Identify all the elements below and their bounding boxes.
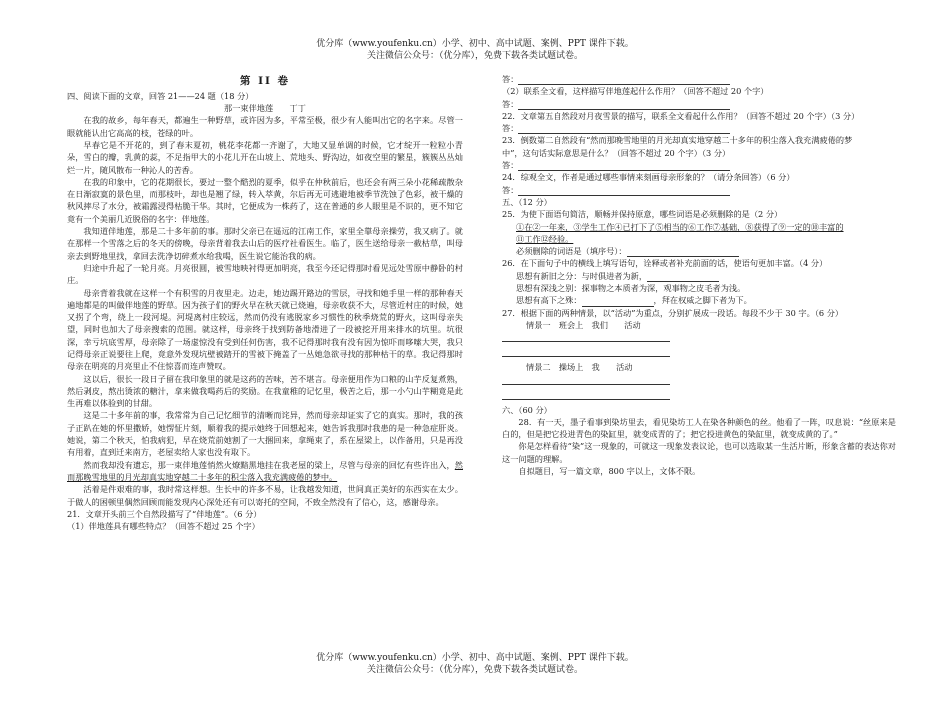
question-28-prompt: 你是怎样看待“染”这一现象的，可就这一现象发表议论，也可以选取某一生活片断，形象含蓄的表达你对这一问题的理解。 <box>502 441 896 464</box>
question-26: 26．在下面句子中的横线上填写语句，诠释或者补充前面的话，使语句更加丰富。（4 分） <box>502 258 828 269</box>
paragraph-text: 然而我却没有遗忘，那一束伴地莲悄然火燎黯黑地挂在我老屋的梁上，尽管与母亲的回忆有些许出入，然而那晚雪地里的月光却真实地穿越二十多年的积尘落入我充满疲倦的梦中。 <box>67 459 463 482</box>
answer-label: 答： <box>502 98 519 109</box>
article-paragraph: 早春它是不开花的，到了春末夏初，桃花李花都一齐谢了，大地又显单调的时候，它才绽开一粒粒小青朵，雪白的瓣，乳黄的蕊，不足指甲大的小花儿开在山坡上、荒地头、野沟边，如夜空里的繁星，簇簇丛丛灿烂一片，随风散布一种沁人的苦香。 <box>67 139 463 175</box>
question-26-a-text: 思想有新旧之分：与时俱进者为新， <box>516 270 648 281</box>
answer-label: 答： <box>502 123 519 134</box>
scene-two: 情景二 操场上 我 活动 <box>526 362 633 373</box>
question-26-c-post: ，拜在权威之脚下者为下。 <box>653 295 752 306</box>
question-26-line-a <box>502 270 896 282</box>
scene-one-line-2[interactable] <box>502 346 670 357</box>
question-25-answer-blank[interactable] <box>627 247 739 257</box>
header-line-2: 关注微信公众号：（优分库），免费下载各类试题试卷。 <box>366 51 583 62</box>
question-26-blank-a[interactable] <box>647 272 719 282</box>
scene-one: 情景一 班会上 我们 活动 <box>526 319 641 330</box>
answer-label: 答： <box>502 184 519 195</box>
article-paragraph: 这以后，很长一段日子留在我印象里的就是这药的苦味，苦不堪言。母亲便用作为口粮的山芋反复煮熟，然后剥皮，熬出烫浓的糖汁，拿来做我喝药后的奖励。在我童稚的记忆里，极苦之后，那一小勺山芋糊竟是此生再难以体验到的甘甜。 <box>67 373 463 409</box>
answer-line[interactable] <box>518 75 730 85</box>
section-title: 第 II 卷 <box>239 75 291 87</box>
scene-two-line-2[interactable] <box>502 389 670 400</box>
question-24: 24．综观全文，作者是通过哪些事情来刻画母亲形象的？（请分条回答）（6 分） <box>502 172 795 183</box>
answer-label: 答： <box>502 74 519 84</box>
left-column <box>67 72 463 532</box>
article-paragraph: 在我的印象中，它的花期很长，要过一整个酷烈的夏季，似乎在仲秋前后，也还会有两三朵小花稀疏散杂在日渐寂寞的景色里，而那枝叶，却也是翘了绿，转入萃黄，尔后再无可逃避地被季节洗蚀了色彩，被干燥的秋风摔尽了水分，被霜露浸得枯脆干华。其时，它便成为一株药了，这在普通的乡人眼里是不识的，更不知它竟有一个美丽几近脱俗的名字：伴地莲。 <box>67 176 463 224</box>
question-26-c-pre: 思想有高下之殊： <box>516 295 582 306</box>
question-23-line-1: 23．倒数第二自然段有“然而那晚雪地里的月光却真实地穿越二十多年的积尘落入我充满疲倦的梦 <box>502 135 853 146</box>
answer-line[interactable] <box>518 124 730 134</box>
question-21: 21．文章开头前三个自然段描写了“伴地莲”。（6 分） <box>67 508 262 519</box>
answer-row <box>502 73 896 85</box>
answer-row <box>502 184 896 196</box>
question-25-items: ①在②一年来，③学生工作④已打下了⑤相当的⑥工作⑦基础，⑧获得了⑨一定的⑩丰富的 <box>516 221 844 232</box>
question-28: 28．有一天，墨子看事到染坊里去，看见染坊工人在染各种颜色的丝。他看了一阵，叹息说：“丝原来是白的，但是把它投进青色的染缸里，就变成青的了；把它投进黄色的染缸里，就变成黄的了。” <box>502 416 896 440</box>
question-25-answer-row <box>502 245 896 257</box>
article-paragraph: 母亲背着我就在这样一个有积雪的月夜里走。边走，她边踢开路边的雪层，寻找和她手里一样的那种春天遍地都是的叫做伴地莲的野草。因为孩子们的野火早在秋天就已烧遍，母亲收获不大，尽管近村庄的时候，她又拐了个弯，绕上一段河堤。河堤离村庄较远，然而仍没有逃脱家乡习惯性的秋季烧荒的野火，这叫母亲失望，同时也加大了母亲搜索的范围。就这样，母亲终于找到防备地滑进了一段被挖开用来排水的坑里。坑很深，幸亏坑底雪厚，母亲除了一场虚惊没有受到任何伤害，我不记得那时我有没有因为惊吓而哆嗦大哭，我只记得母亲正说要往上爬，竟意外发现坑壁被踏开的雪被下掩盖了一丛她急欲寻找的那种枯干的草。我记得那时母亲在明亮的月亮里止不住惊喜而连声赞叹。 <box>67 287 463 372</box>
question-23-line-2: 中”，这句话实际意思是什么？（回答不超过 20 个字）（3 分） <box>502 147 731 158</box>
underlined-sentence: 然而那晚雪地里的月光却真实地穿越二十多年的积尘落入我充满疲倦的梦中。 <box>67 459 463 482</box>
question-26-line-c <box>502 294 896 306</box>
answer-line[interactable] <box>518 100 730 110</box>
question-22: 22．文章第五自然段对月夜雪景的描写，联系全文看起什么作用？（回答不超过 20 个字）（3 分） <box>502 110 860 121</box>
article-paragraph: 活着是件艰难的事，我时常这样想。生长中的许多不易，让我越发知道，世间真正美好的东西实在太少。于做人的困顿里偶然回顾而能发现内心深处还有可以寄托的空间，不致全然没有了信心，这，感谢母亲。 <box>67 484 463 507</box>
question-21-part-1: （1）伴地莲具有哪些特点？（回答不超过 25 个字） <box>67 521 260 532</box>
question-27: 27．根据下面的两种情景，以“活动”为重点，分别扩展成一段话。每段不少于 30 字。（6 分） <box>502 307 844 318</box>
answer-line[interactable] <box>518 186 730 196</box>
article-paragraph: 这是二十多年前的事，我常常为自己记忆细节的清晰而诧异，然而母亲却证实了它的真实。那时，我的孩子正趴在她的怀里撒娇，她愣怔片刻，顺着我的提示她终于回想起来，她告诉我那时我患的是一种急症肝炎。她说，第二个秋天，怕我病犯，早在烧荒前她割了一大捆回来，拿绳束了，系在屋梁上，以作备用，只是再没有用着，直到迁来南方，老屋卖给人家也没有取下。 <box>67 410 463 458</box>
article-paragraph: 在我的故乡，每年春天，都遍生一种野草，或许因为多，平常至极，很少有人能叫出它的名字来。尽管一眼就能认出它高高的枝，苍绿的叶。 <box>67 115 463 138</box>
part-five-heading: 五、（12 分） <box>502 196 552 207</box>
footer-line-2: 关注微信公众号：（优分库），免费下载各类试题试卷。 <box>366 665 583 676</box>
article-paragraph-underlined <box>67 459 463 484</box>
answer-row <box>502 159 896 171</box>
article-title: 那一束伴地莲 丁丁 <box>224 103 306 114</box>
question-26-line-b: 思想有深浅之别：探事物之本质者为深，观事物之皮毛者为浅。 <box>516 283 746 294</box>
question-21-part-2: （2）联系全文看，这样描写伴地莲起什么作用？（回答不超过 20 个字） <box>502 86 769 97</box>
scene-two-line-1[interactable] <box>502 374 670 385</box>
answer-row <box>502 122 896 134</box>
page-header <box>0 38 950 62</box>
part-four-heading: 四、阅读下面的文章，回答 21——24 题（18 分） <box>67 90 254 101</box>
answer-line[interactable] <box>518 161 730 171</box>
scene-one-line-1[interactable] <box>502 331 670 342</box>
question-26-blank-c[interactable] <box>582 297 654 307</box>
question-25: 25．为使下面语句简洁，顺畅并保持原意，哪些词语是必须删除的是（2 分） <box>502 209 783 220</box>
part-six-heading: 六、（60 分） <box>502 404 552 415</box>
header-line-1: 优分库（www.youfenku.cn）小学、初中、高中试题、案例、PPT 课件下载。 <box>316 39 634 49</box>
article-paragraph: 归途中升起了一轮月亮。月亮很圆，被雪地映衬得更加明亮，我至今还记得那时看见远处雪原中静卧的村庄。 <box>67 262 463 286</box>
answer-row <box>502 98 896 110</box>
page-footer <box>0 652 950 676</box>
article-paragraph: 我知道伴地莲，那是二十多年前的事。那时父亲已在遥远的江南工作，家里全靠母亲操劳，我又病了。就在那样一个雪落之后的冬天的傍晚，母亲背着我去山后的医疗社看医生。临了，医生送给母亲一截枯草，叫母亲去到野地里找，拿回去洗净切碎煮水给我喝，医生说它能治我的病。 <box>67 226 463 261</box>
right-column <box>502 73 896 477</box>
question-25-answer-label: 必须删除的词语是（填序号）： <box>516 246 627 257</box>
answer-label: 答： <box>502 160 519 171</box>
question-25-items-cont: ⑪工作⑫经验。 <box>516 233 574 244</box>
footer-line-1: 优分库（www.youfenku.cn）小学、初中、高中试题、案例、PPT 课件下载。 <box>316 653 634 663</box>
question-28-requirement: 自拟题目，写一篇文章，800 字以上，文体不限。 <box>518 466 701 477</box>
